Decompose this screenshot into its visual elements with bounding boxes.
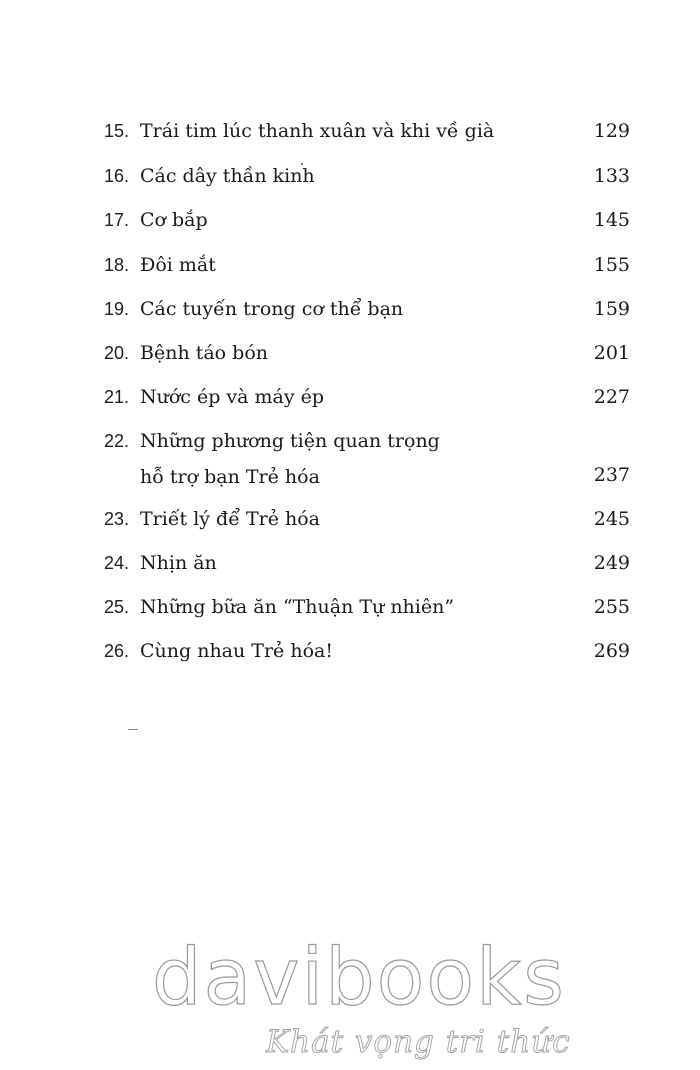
- toc-entry-title: Những phương tiện quan trọng hỗ trợ bạn Trẻ hóa: [140, 430, 440, 488]
- toc-entry-title: Triết lý để Trẻ hóa: [140, 508, 320, 530]
- toc-entry-page: 237: [593, 464, 630, 486]
- toc-entry-page: 159: [593, 298, 630, 320]
- toc-entry-page: 155: [593, 254, 630, 276]
- toc-entry-page: 129: [593, 120, 630, 142]
- watermark-brand: davibooks: [152, 933, 566, 1023]
- toc-entry-number: 19.: [104, 299, 130, 319]
- toc-entry-number: 22.: [104, 431, 130, 451]
- toc-entry-page: 201: [593, 342, 630, 364]
- toc-entry-page: 145: [593, 209, 630, 231]
- toc-entry-number: 17.: [104, 210, 130, 230]
- toc-entry-page: 269: [593, 640, 630, 662]
- print-mark: [128, 729, 138, 730]
- toc-entry-title: Trái tim lúc thanh xuân và khi về già: [140, 120, 495, 142]
- toc-entry-number: 26.: [104, 641, 130, 661]
- toc-entry-number: 24.: [104, 553, 130, 573]
- toc-entry-title: Cùng nhau Trẻ hóa!: [140, 640, 333, 662]
- toc-entry-title: Nước ép và máy ép: [140, 386, 325, 408]
- watermark-logo: [152, 930, 572, 1070]
- toc-entry-title: Nhịn ăn: [140, 552, 217, 574]
- toc-entry-title: Cơ bắp: [140, 209, 208, 231]
- toc-entry-title: Các tuyến trong cơ thể bạn: [140, 298, 404, 320]
- toc-entry-page: 133: [593, 165, 630, 187]
- toc-entry-title: Đôi mắt: [140, 254, 216, 276]
- toc-entry-number: 25.: [104, 597, 130, 617]
- toc-entry-page: 255: [593, 596, 630, 618]
- watermark-tagline: Khát vọng tri thức: [266, 1024, 571, 1060]
- toc-entry-title: Bệnh táo bón: [140, 342, 268, 364]
- toc-entry-page: 245: [593, 508, 630, 530]
- toc-entry-title: Các dây thần kinh: [140, 165, 315, 187]
- toc-entry-number: 15.: [104, 121, 130, 141]
- toc-entry-page: 227: [593, 386, 630, 408]
- print-speck: [301, 163, 303, 165]
- toc-entry-number: 21.: [104, 387, 130, 407]
- toc-entry-number: 18.: [104, 255, 130, 275]
- toc-entry-number: 20.: [104, 343, 130, 363]
- toc-entry-page: 249: [593, 552, 630, 574]
- toc-entry-number: 23.: [104, 509, 130, 529]
- toc-entry-title: Những bữa ăn “Thuận Tự nhiên”: [140, 596, 455, 618]
- toc-entry-number: 16.: [104, 166, 130, 186]
